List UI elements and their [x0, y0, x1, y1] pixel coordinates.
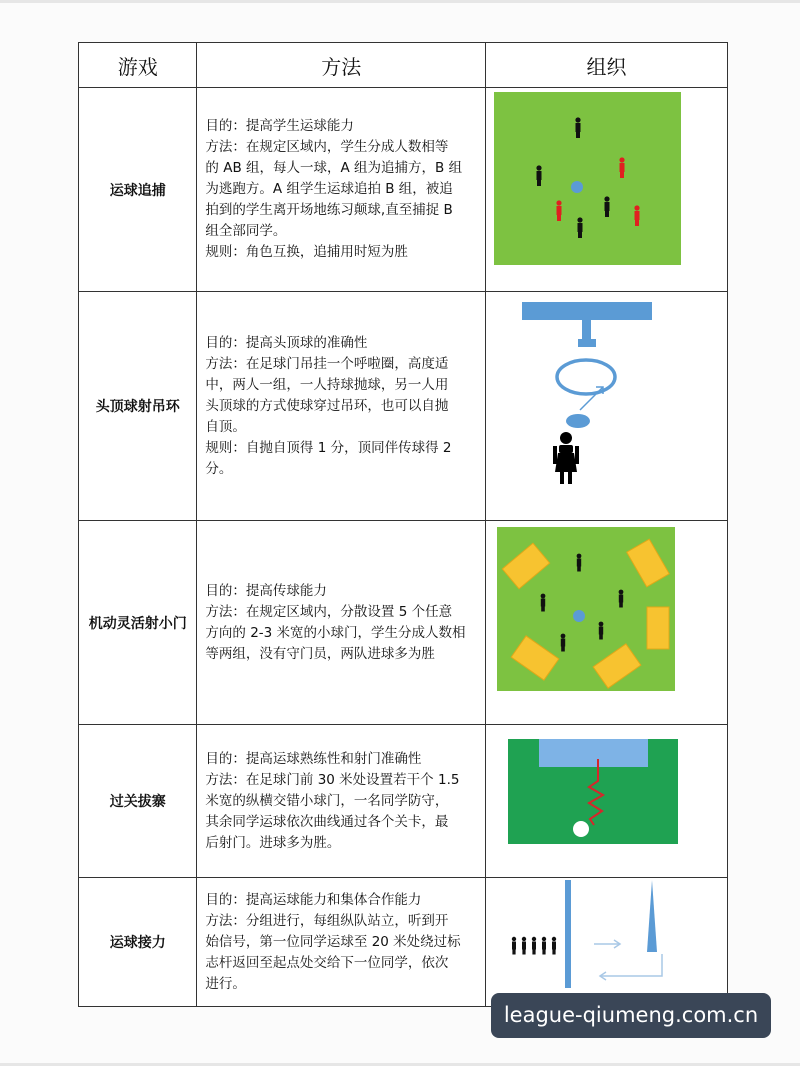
method-line: 志杆返回至起点处交给下一位同学，依次: [205, 954, 449, 971]
game-organization: [485, 725, 727, 878]
games-table: [78, 42, 728, 1007]
method-line: 的 AB 组，每人一球，A 组为追捕方，B 组: [205, 160, 463, 176]
method-line: 自顶。: [205, 418, 246, 435]
game-organization: [485, 521, 727, 725]
method-line: 方法：在规定区域内，学生分成人数相等: [205, 139, 449, 155]
method-line: 目的：提高传球能力: [205, 582, 327, 599]
method-line: 为逃跑方。A 组学生运球追拍 B 组，被追: [205, 181, 453, 197]
method-line: 目的：提高运球熟练性和射门准确性: [205, 750, 422, 767]
game-organization: [485, 292, 727, 521]
game-name: 运球追捕: [79, 88, 197, 292]
dribble-path-diagram: [486, 725, 727, 873]
table-row: [79, 521, 728, 725]
game-method: [197, 88, 486, 292]
game-method: [197, 878, 486, 1007]
method-line: 等两组，没有守门员，两队进球多为胜: [205, 645, 435, 662]
game-organization: [485, 878, 727, 1007]
method-line: 规则：自抛自顶得 1 分，顶同伴传球得 2: [205, 439, 452, 456]
chase-field-diagram: [486, 88, 727, 287]
game-method: [197, 725, 486, 878]
method-line: 目的：提高学生运球能力: [205, 118, 354, 134]
game-organization: [485, 88, 727, 292]
relay-diagram: [486, 878, 727, 1002]
method-line: 后射门。进球多为胜。: [205, 834, 341, 851]
mini-goals-diagram: [486, 521, 727, 720]
table-row: [79, 878, 728, 1007]
method-line: 其余同学运球依次曲线通过各个关卡，最: [205, 813, 449, 830]
game-name: 头顶球射吊环: [79, 292, 197, 521]
method-line: 目的：提高运球能力和集体合作能力: [205, 891, 422, 908]
table-row: [79, 292, 728, 521]
table-header-row: [79, 43, 728, 88]
watermark-label: league-qiumeng.com.cn: [491, 993, 771, 1038]
game-method: [197, 292, 486, 521]
header-organization: 组织: [485, 43, 727, 88]
table-row: [79, 725, 728, 878]
game-name: 机动灵活射小门: [79, 521, 197, 725]
method-line: 进行。: [205, 975, 246, 992]
method-line: 拍到的学生离开场地练习颠球,直至捕捉 B: [205, 202, 453, 218]
method-line: 组全部同学。: [205, 223, 287, 239]
game-name: 运球接力: [79, 878, 197, 1007]
header-game: 游戏: [79, 43, 197, 88]
method-line: 方法：分组进行，每组纵队站立，听到开: [205, 912, 449, 929]
method-line: 规则：角色互换，追捕用时短为胜: [205, 244, 408, 260]
table-row: [79, 88, 728, 292]
method-line: 方法：在规定区域内，分散设置 5 个任意: [205, 603, 453, 620]
method-line: 目的：提高头顶球的准确性: [205, 334, 368, 351]
game-name: 过关拔寨: [79, 725, 197, 878]
method-line: 头顶球的方式使球穿过吊环，也可以自抛: [205, 397, 449, 414]
top-edge: [0, 0, 800, 3]
hoop-header-diagram: [486, 292, 727, 516]
method-line: 方向的 2-3 米宽的小球门，学生分成人数相: [205, 624, 466, 641]
method-line: 分。: [205, 460, 233, 477]
header-method: 方法: [197, 43, 486, 88]
method-line: 米宽的纵横交错小球门，一名同学防守，: [205, 792, 449, 809]
game-method: [197, 521, 486, 725]
method-line: 中，两人一组，一人持球抛球，另一人用: [205, 376, 449, 393]
method-line: 方法：在足球门前 30 米处设置若干个 1.5: [205, 771, 460, 788]
method-line: 方法：在足球门吊挂一个呼啦圈，高度适: [205, 355, 449, 372]
method-line: 始信号，第一位同学运球至 20 米处绕过标: [205, 933, 461, 950]
